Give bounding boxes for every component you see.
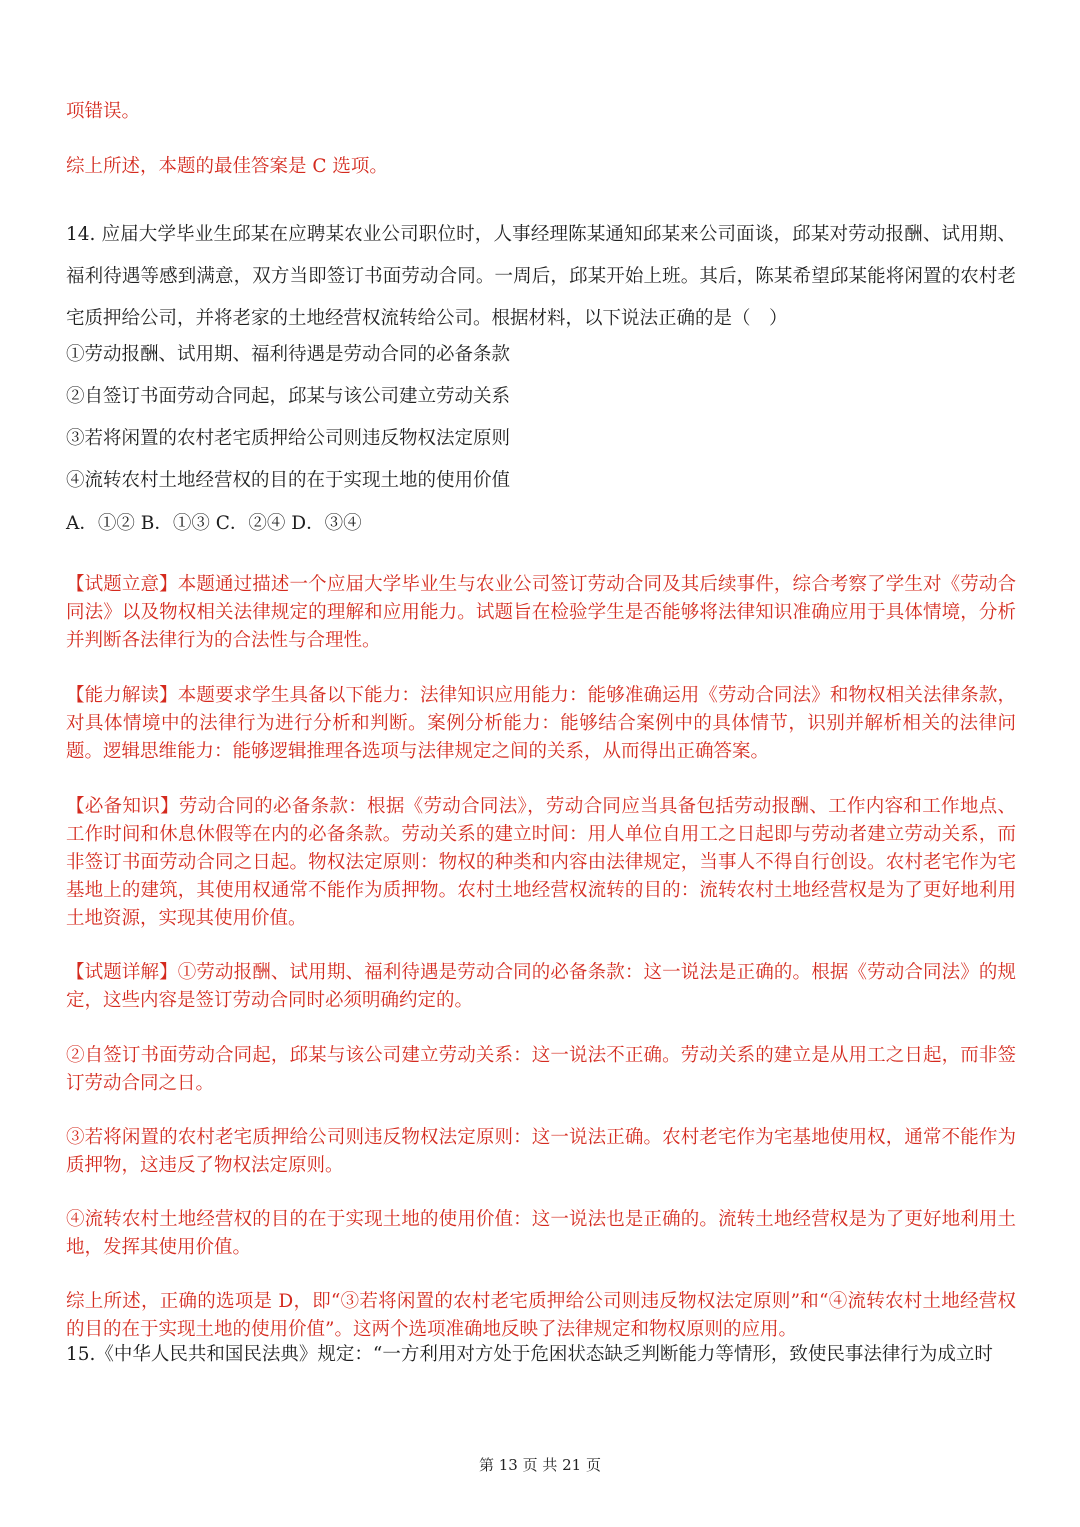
- analysis-detail-3: ③若将闲置的农村老宅质押给公司则违反物权法定原则：这一说法正确。农村老宅作为宅基地使用权，通常不能作为质押物，这违反了物权法定原则。: [66, 1127, 1016, 1176]
- analysis-knowledge: 【必备知识】劳动合同的必备条款：根据《劳动合同法》，劳动合同应当具备包括劳动报酬、工作内容和工作地点、工作时间和休息休假等在内的必备条款。劳动关系的建立时间：用人单位自用工之日起即与劳动者建立劳动关系，而非签订书面劳动合同之日起。物权法定原则：物权的种类和内容由法律规定，当事人不得自行创设。农村老宅作为宅基地上的建筑，其使用权通常不能作为质押物。农村土地经营权流转的目的：流转农村土地经营权是为了更好地利用土地资源，实现其使用价值。: [66, 796, 1016, 929]
- question-14-options: A．①② B．①③ C．②④ D．③④: [66, 513, 362, 534]
- prev-answer-tail: 项错误。: [66, 101, 141, 122]
- analysis-detail-4: ④流转农村土地经营权的目的在于实现土地的使用价值：这一说法也是正确的。流转土地经营权是为了更好地利用土地，发挥其使用价值。: [66, 1209, 1016, 1258]
- analysis-summary: 综上所述，正确的选项是 D，即“③若将闲置的农村老宅质押给公司则违反物权法定原则”和“④流转农村土地经营权的目的在于实现土地的使用价值”。这两个选项准确地反映了法律规定和物权原则的应用。: [66, 1291, 1016, 1340]
- analysis-detail-1: 【试题详解】①劳动报酬、试用期、福利待遇是劳动合同的必备条款：这一说法是正确的。根据《劳动合同法》的规定，这些内容是签订劳动合同时必须明确约定的。: [66, 962, 1016, 1011]
- analysis-detail-2: ②自签订书面劳动合同起，邱某与该公司建立劳动关系：这一说法不正确。劳动关系的建立是从用工之日起，而非签订劳动合同之日。: [66, 1045, 1016, 1094]
- analysis-ability: 【能力解读】本题要求学生具备以下能力：法律知识应用能力：能够准确运用《劳动合同法》和物权相关法律条款，对具体情境中的法律行为进行分析和判断。案例分析能力：能够结合案例中的具体情节，识别并解析相关的法律问题。逻辑思维能力：能够逻辑推理各选项与法律规定之间的关系，从而得出正确答案。: [66, 685, 1016, 762]
- page-number-footer: 第 13 页 共 21 页: [478, 1456, 601, 1474]
- statement-4: ④流转农村土地经营权的目的在于实现土地的使用价值: [66, 470, 511, 491]
- statement-1: ①劳动报酬、试用期、福利待遇是劳动合同的必备条款: [66, 344, 511, 365]
- statement-3: ③若将闲置的农村老宅质押给公司则违反物权法定原则: [66, 428, 511, 449]
- question-14-stem: 14. 应届大学毕业生邱某在应聘某农业公司职位时，人事经理陈某通知邱某来公司面谈，邱某对劳动报酬、试用期、福利待遇等感到满意，双方当即签订书面劳动合同。一周后，邱某开始上班。其后，陈某希望邱某能将闲置的农村老宅质押给公司，并将老家的土地经营权流转给公司。根据材料，以下说法正确的是（ ）: [66, 224, 1016, 329]
- question-15-stem: 15.《中华人民共和国民法典》规定：“一方利用对方处于危困状态缺乏判断能力等情形，致使民事法律行为成立时: [66, 1344, 993, 1365]
- statement-2: ②自签订书面劳动合同起，邱某与该公司建立劳动关系: [66, 386, 511, 407]
- analysis-intent: 【试题立意】本题通过描述一个应届大学毕业生与农业公司签订劳动合同及其后续事件，综合考察了学生对《劳动合同法》以及物权相关法律规定的理解和应用能力。试题旨在检验学生是否能够将法律知识准确应用于具体情境，分析并判断各法律行为的合法性与合理性。: [66, 574, 1016, 651]
- prev-answer-summary: 综上所述，本题的最佳答案是 C 选项。: [66, 156, 388, 177]
